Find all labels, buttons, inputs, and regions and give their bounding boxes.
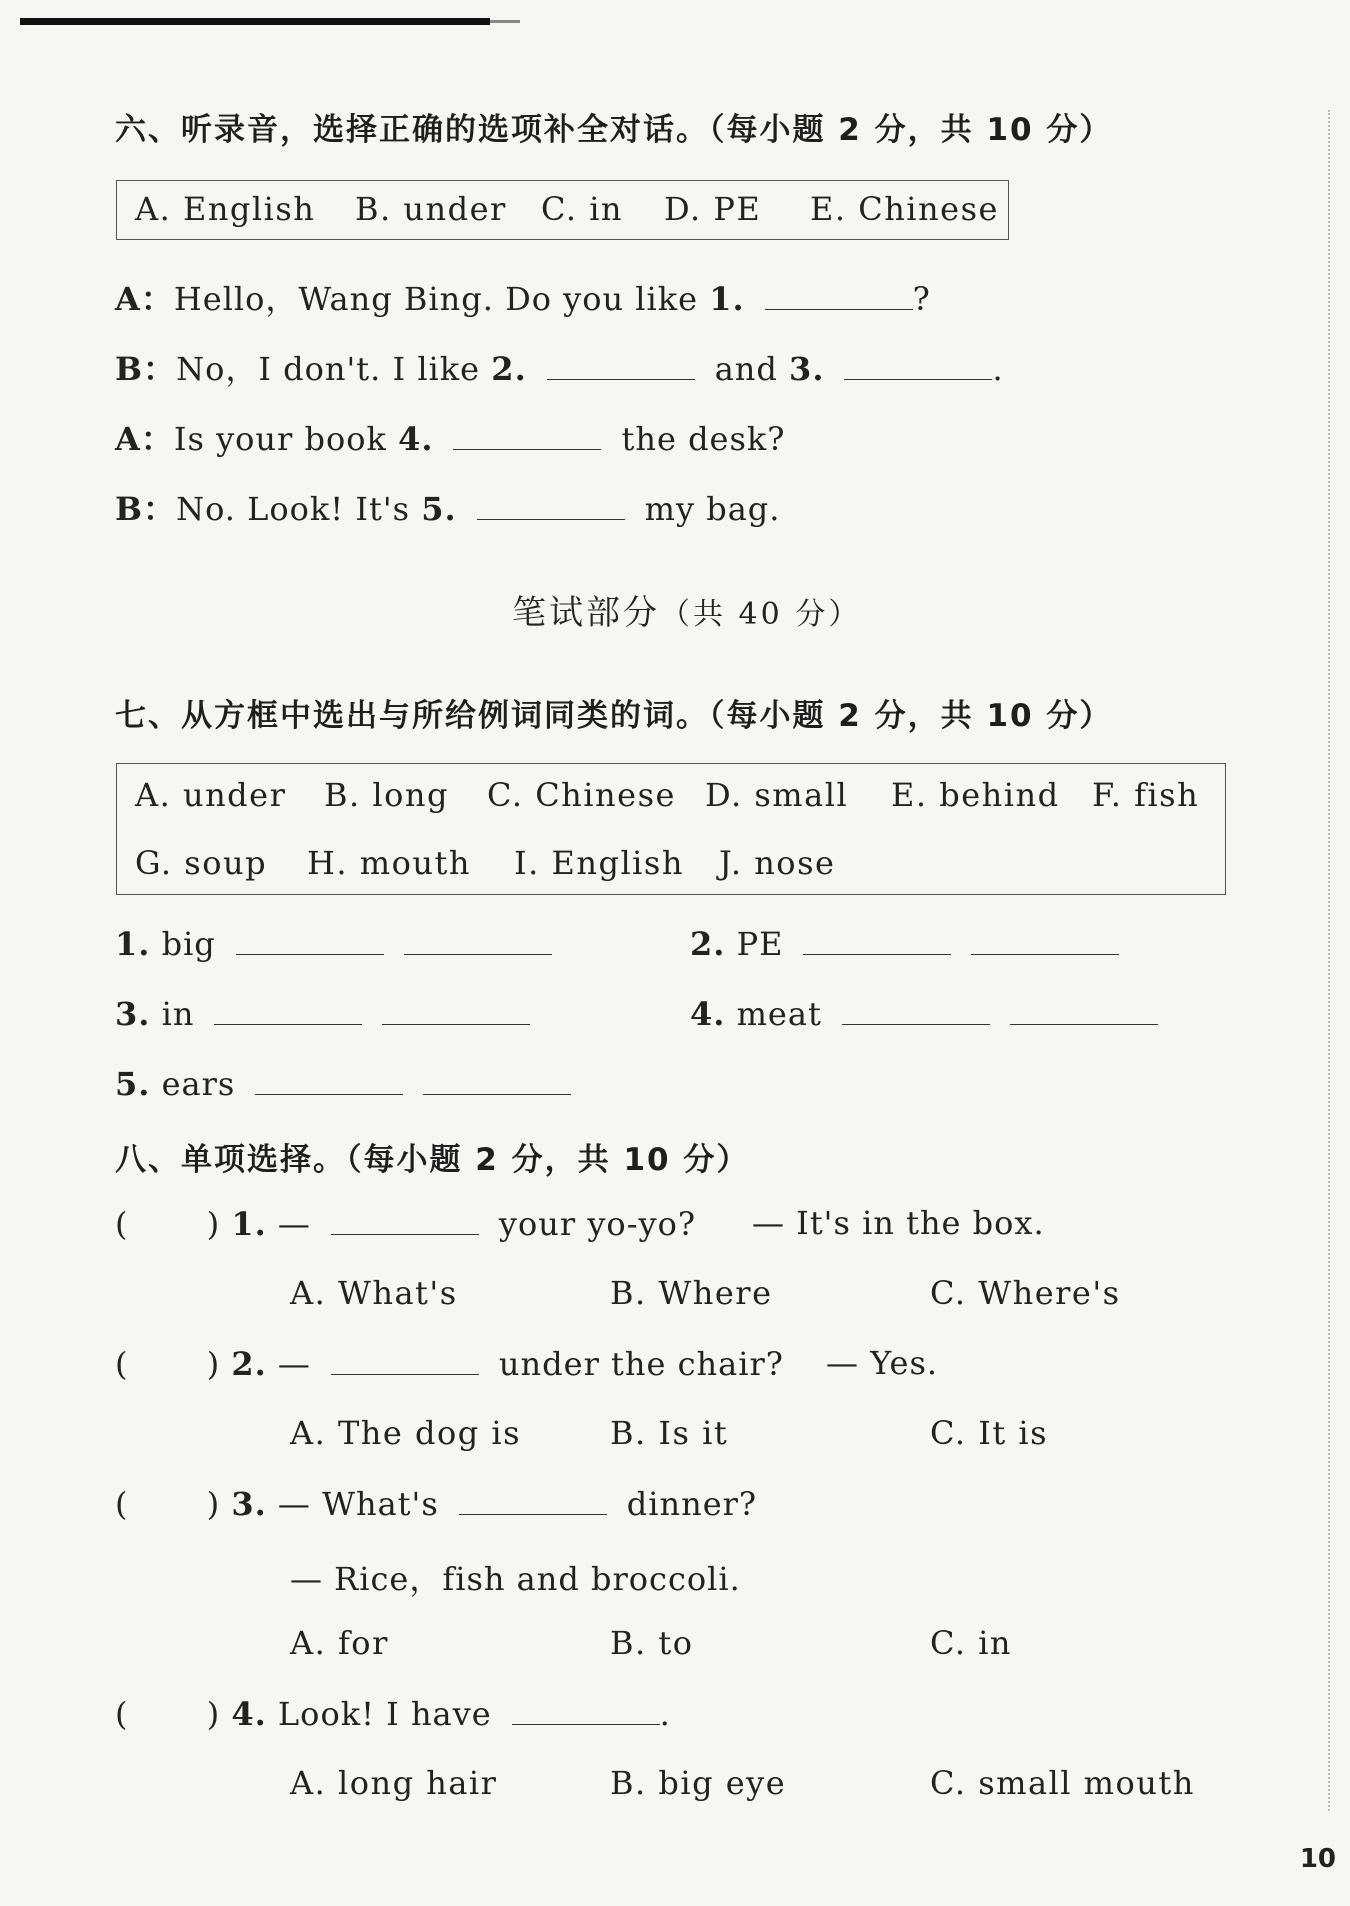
- dialogue-line-4: B：No. Look! It's 5. my bag.: [115, 490, 781, 528]
- answer-blank[interactable]: [1010, 994, 1158, 1025]
- mc3-option-c[interactable]: C. in: [930, 1624, 1013, 1662]
- answer-bracket[interactable]: ( ): [115, 1695, 221, 1733]
- answer-blank[interactable]: [214, 994, 362, 1025]
- answer-blank[interactable]: [765, 279, 913, 310]
- answer-blank[interactable]: [382, 994, 530, 1025]
- mc3-option-b[interactable]: B. to: [610, 1624, 694, 1662]
- section6-option-e: E. Chinese: [810, 190, 999, 228]
- answer-blank[interactable]: [236, 924, 384, 955]
- section7-title: 七、从方框中选出与所给例词同类的词。（每小题 2 分，共 10 分）: [115, 698, 1113, 734]
- section6-option-b: B. under: [355, 190, 507, 228]
- section7-option-a: A. under: [135, 776, 287, 814]
- page-number: 10: [1299, 1844, 1336, 1874]
- section7-option-d: D. small: [705, 776, 849, 814]
- section7-item-4: 4. meat: [690, 994, 1158, 1033]
- mc2-option-b[interactable]: B. Is it: [610, 1414, 729, 1452]
- answer-blank[interactable]: [803, 924, 951, 955]
- section7-option-h: H. mouth: [307, 844, 471, 882]
- blank-number: 3.: [789, 350, 825, 388]
- section7-option-g: G. soup: [135, 844, 268, 882]
- section7-option-e: E. behind: [891, 776, 1060, 814]
- mc-question-2: ( ) 2. — under the chair?: [115, 1345, 784, 1383]
- answer-bracket[interactable]: ( ): [115, 1205, 221, 1243]
- answer-bracket[interactable]: ( ): [115, 1485, 221, 1523]
- section6-option-box: [116, 180, 1009, 240]
- mc4-option-b[interactable]: B. big eye: [610, 1764, 787, 1802]
- section7-option-b: B. long: [324, 776, 449, 814]
- answer-blank[interactable]: [459, 1484, 607, 1515]
- answer-blank[interactable]: [331, 1204, 479, 1235]
- answer-blank[interactable]: [842, 994, 990, 1025]
- speaker: A：: [115, 280, 174, 318]
- section7-option-j: J. nose: [719, 844, 836, 882]
- section7-item-5: 5. ears: [115, 1064, 571, 1103]
- top-rule-fade: [490, 20, 520, 23]
- mc4-option-a[interactable]: A. long hair: [290, 1764, 498, 1802]
- mc4-option-c[interactable]: C. small mouth: [930, 1764, 1195, 1802]
- mc2-option-c[interactable]: C. It is: [930, 1414, 1049, 1452]
- blank-number: 1.: [709, 280, 745, 318]
- section7-option-c: C. Chinese: [487, 776, 676, 814]
- blank-number: 2.: [491, 350, 527, 388]
- section6-option-c: C. in: [541, 190, 624, 228]
- answer-blank[interactable]: [255, 1064, 403, 1095]
- section6-option-a: A. English: [135, 190, 316, 228]
- blank-number: 4.: [398, 420, 434, 458]
- speaker: B：: [115, 490, 177, 528]
- top-rule: [20, 18, 490, 25]
- mc1-option-a[interactable]: A. What's: [290, 1274, 458, 1312]
- mc-answer-3: — Rice，fish and broccoli.: [290, 1560, 741, 1598]
- mc1-option-b[interactable]: B. Where: [610, 1274, 773, 1312]
- section7-item-3: 3. in: [115, 994, 530, 1033]
- mc2-option-a[interactable]: A. The dog is: [290, 1414, 522, 1452]
- mc-answer-2: — Yes.: [826, 1344, 939, 1382]
- mc-question-1: ( ) 1. — your yo-yo?: [115, 1205, 696, 1243]
- answer-bracket[interactable]: ( ): [115, 1345, 221, 1383]
- mc3-option-a[interactable]: A. for: [290, 1624, 389, 1662]
- section7-option-f: F. fish: [1092, 776, 1200, 814]
- mc-answer-1: — It's in the box.: [752, 1204, 1045, 1242]
- answer-blank[interactable]: [453, 419, 601, 450]
- answer-blank[interactable]: [512, 1694, 660, 1725]
- margin-dotted-line: [1328, 110, 1330, 1811]
- blank-number: 5.: [421, 490, 457, 528]
- answer-blank[interactable]: [423, 1064, 571, 1095]
- section7-option-i: I. English: [514, 844, 684, 882]
- section7-option-box: [116, 763, 1226, 895]
- answer-blank[interactable]: [404, 924, 552, 955]
- dialogue-line-3: A：Is your book 4. the desk?: [115, 420, 786, 458]
- answer-blank[interactable]: [971, 924, 1119, 955]
- section6-option-d: D. PE: [664, 190, 762, 228]
- answer-blank[interactable]: [331, 1344, 479, 1375]
- mc1-option-c[interactable]: C. Where's: [930, 1274, 1121, 1312]
- mc-question-3: ( ) 3. — What's dinner?: [115, 1485, 758, 1523]
- dialogue-line-2: B：No，I don't. I like 2. and 3. .: [115, 350, 1004, 388]
- section6-title: 六、听录音，选择正确的选项补全对话。（每小题 2 分，共 10 分）: [115, 112, 1113, 148]
- dialogue-line-1: A：Hello，Wang Bing. Do you like 1. ?: [115, 280, 931, 318]
- section8-title: 八、单项选择。（每小题 2 分，共 10 分）: [115, 1142, 750, 1178]
- speaker: B：: [115, 350, 177, 388]
- section7-item-2: 2. PE: [690, 924, 1119, 963]
- answer-blank[interactable]: [547, 349, 695, 380]
- answer-blank[interactable]: [844, 349, 992, 380]
- mc-question-4: ( ) 4. Look! I have .: [115, 1695, 671, 1733]
- speaker: A：: [115, 420, 174, 458]
- section7-item-1: 1. big: [115, 924, 552, 963]
- answer-blank[interactable]: [477, 489, 625, 520]
- written-part-heading: 笔试部分（共 40 分）: [512, 593, 862, 633]
